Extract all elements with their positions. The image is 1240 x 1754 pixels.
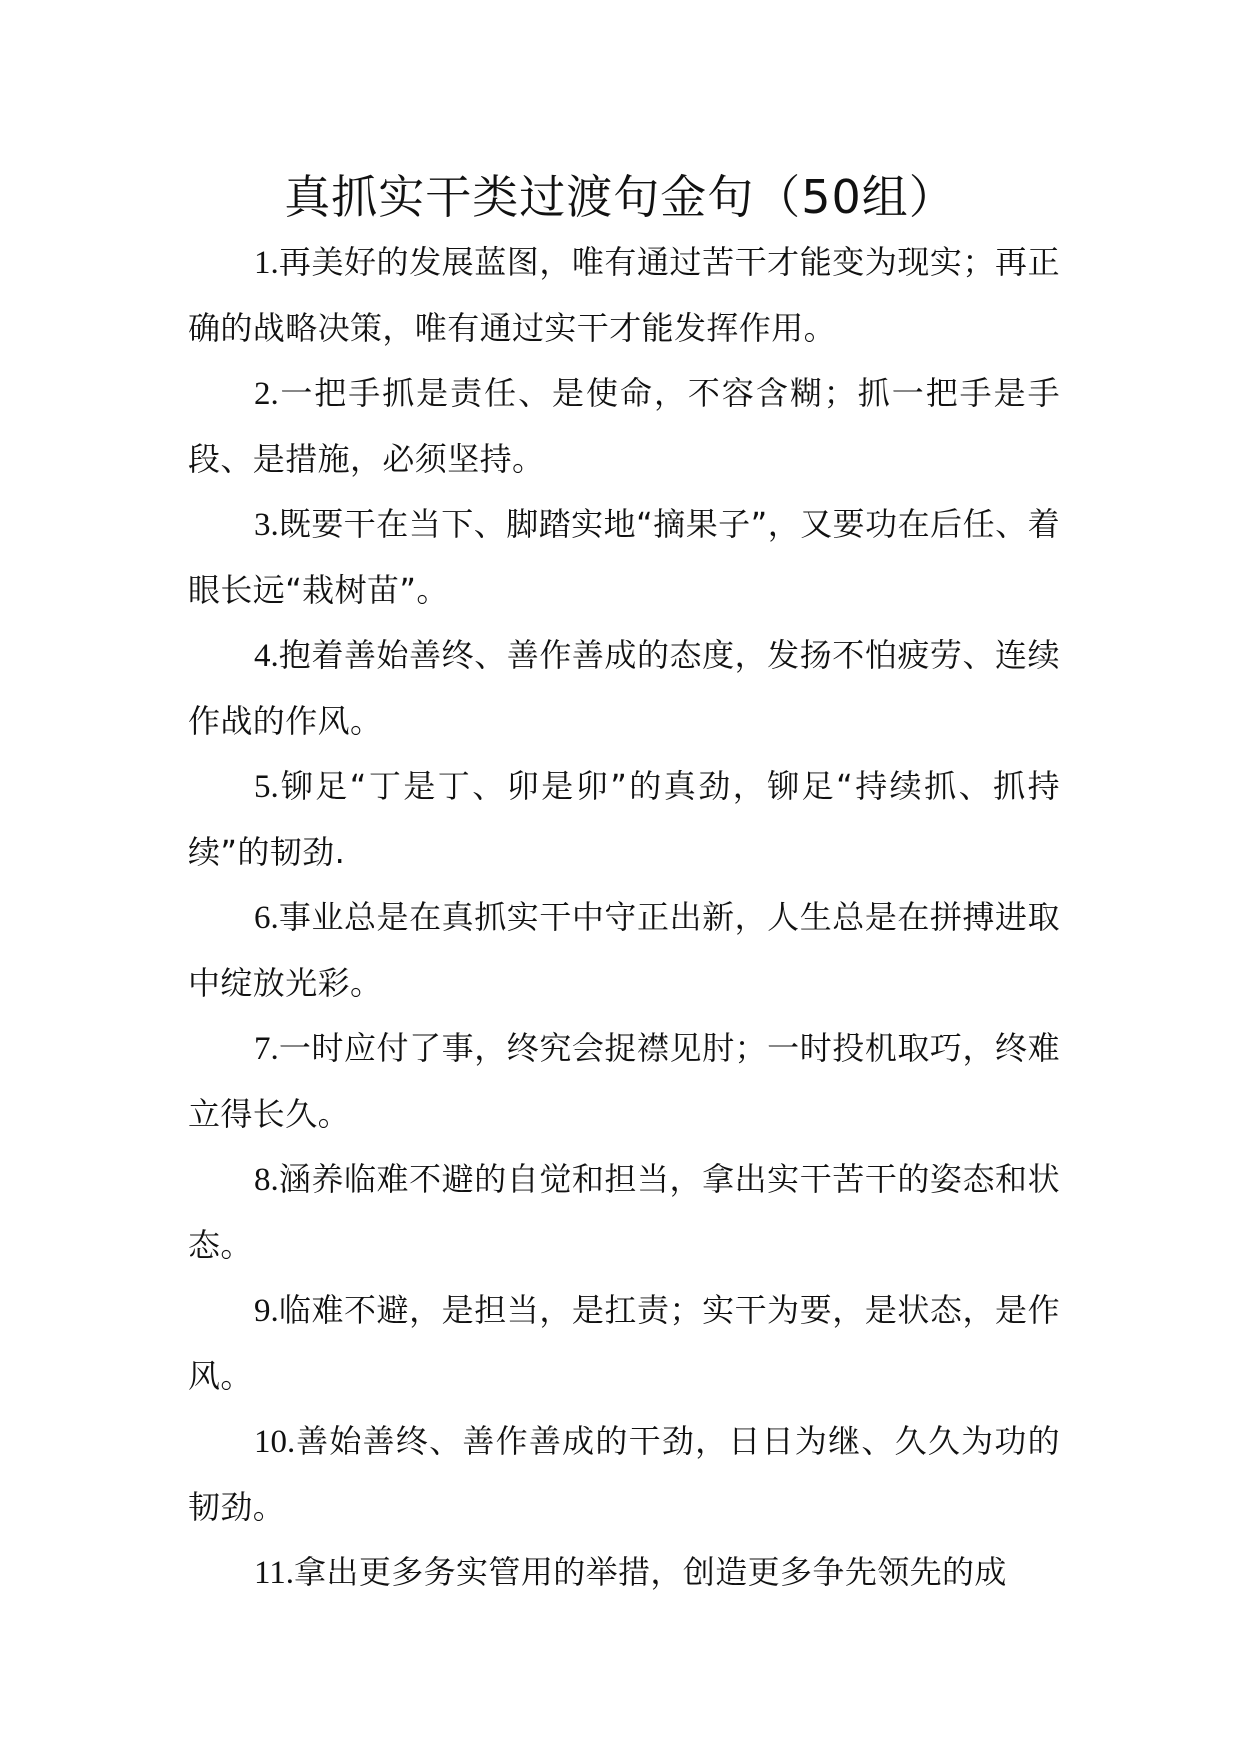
item-number: 5. bbox=[254, 769, 279, 805]
item-number: 3. bbox=[254, 507, 279, 543]
list-item bbox=[188, 230, 1060, 361]
item-text: 一把手抓是责任、是使命，不容含糊；抓一把手是手段、是措施，必须坚持。 bbox=[188, 374, 1060, 478]
item-text: 涵养临难不避的自觉和担当，拿出实干苦干的姿态和状态。 bbox=[188, 1160, 1060, 1264]
item-number: 7. bbox=[254, 1031, 279, 1067]
item-number: 1. bbox=[254, 245, 279, 281]
item-text: 善始善终、善作善成的干劲，日日为继、久久为功的韧劲。 bbox=[188, 1422, 1060, 1526]
list-item bbox=[188, 1147, 1060, 1278]
item-number: 8. bbox=[254, 1162, 279, 1198]
item-number: 9. bbox=[254, 1293, 279, 1329]
document-title: 真抓实干类过渡句金句（50组） bbox=[284, 170, 956, 224]
list-item bbox=[188, 1278, 1060, 1409]
list-item bbox=[188, 885, 1060, 1016]
item-text: 临难不避，是担当，是扛责；实干为要，是状态，是作风。 bbox=[188, 1291, 1060, 1395]
item-number: 11. bbox=[254, 1555, 295, 1591]
list-item bbox=[188, 492, 1060, 623]
document-body bbox=[188, 230, 1060, 1606]
item-number: 4. bbox=[254, 638, 279, 674]
item-number: 6. bbox=[254, 900, 279, 936]
item-text: 一时应付了事，终究会捉襟见肘；一时投机取巧，终难立得长久。 bbox=[188, 1029, 1060, 1133]
list-item bbox=[188, 361, 1060, 492]
item-text: 再美好的发展蓝图，唯有通过苦干才能变为现实；再正确的战略决策，唯有通过实干才能发挥作用。 bbox=[188, 243, 1060, 347]
list-item bbox=[188, 1016, 1060, 1147]
list-item bbox=[188, 754, 1060, 885]
item-number: 2. bbox=[254, 376, 279, 412]
item-text: 抱着善始善终、善作善成的态度，发扬不怕疲劳、连续作战的作风。 bbox=[188, 636, 1060, 740]
list-item bbox=[188, 1409, 1060, 1540]
item-text: 事业总是在真抓实干中守正出新，人生总是在拼搏进取中绽放光彩。 bbox=[188, 898, 1060, 1002]
item-number: 10. bbox=[254, 1424, 296, 1460]
list-item bbox=[188, 1540, 1060, 1606]
item-text: 既要干在当下、脚踏实地“摘果子”，又要功在后任、着眼长远“栽树苗”。 bbox=[188, 505, 1060, 609]
list-item bbox=[188, 623, 1060, 754]
item-text: 拿出更多务实管用的举措，创造更多争先领先的成 bbox=[294, 1553, 1007, 1591]
item-text: 铆足“丁是丁、卯是卯”的真劲，铆足“持续抓、抓持续”的韧劲. bbox=[188, 767, 1060, 871]
